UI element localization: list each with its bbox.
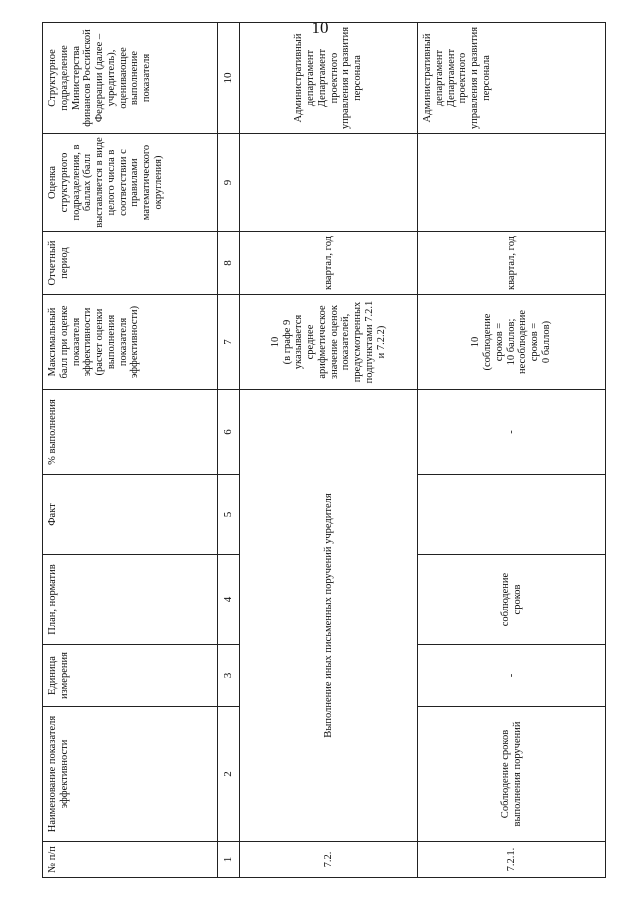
- efficiency-indicators-table: [42, 22, 606, 878]
- row-7-2-1-num: 7.2.1.: [418, 842, 606, 878]
- header-period: Отчетный период: [43, 232, 218, 295]
- column-number: 9: [218, 134, 240, 232]
- column-number: 5: [218, 475, 240, 555]
- row-7-2-1-fact: [418, 475, 606, 555]
- header-assessment: Оценка структурного подразделения, в баллах (балл выставляется в виде целого числа в соответствии с правилами математического округления): [43, 134, 218, 232]
- header-unit: Единица измерения: [43, 645, 218, 707]
- table-row-7-2-1: [418, 23, 606, 878]
- row-7-2-1-assessment: [418, 134, 606, 232]
- row-7-2-1-period: квартал, год: [418, 232, 606, 295]
- header-num: № п/п: [43, 842, 218, 878]
- row-7-2-assessment: [240, 134, 418, 232]
- column-number: 1: [218, 842, 240, 878]
- row-7-2-1-name: Соблюдение сроков выполнения поручений: [418, 707, 606, 842]
- row-7-2-name: Выполнение иных письменных поручений учредителя: [240, 390, 418, 842]
- row-7-2-department: Административный департамент Департамент проектного управления и развития персонала: [240, 23, 418, 134]
- column-number: 2: [218, 707, 240, 842]
- row-7-2-1-plan: соблюдение сроков: [418, 555, 606, 645]
- header-max-score: Максимальный балл при оценке показателя эффективности (расчет оценки выполнения показателя эффективности): [43, 295, 218, 390]
- row-7-2-max-score: 10 (в графе 9 указывается среднее арифметическое значение оценок показателей, предусмотренных подпунктами 7.2.1 и 7.2.2): [240, 295, 418, 390]
- column-number: 4: [218, 555, 240, 645]
- table-row-7-2: [240, 23, 418, 878]
- column-numbers-row: [218, 23, 240, 878]
- row-7-2-1-max-score: 10 (соблюдение сроков = 10 баллов; несоблюдение сроков = 0 баллов): [418, 295, 606, 390]
- header-department: Структурное подразделение Министерства финансов Российской Федерации (далее – учредитель), оценивающее выполнение показателя: [43, 23, 218, 134]
- table-header-row: [43, 23, 218, 878]
- row-7-2-1-unit: -: [418, 645, 606, 707]
- row-7-2-1-department: Административный департамент Департамент проектного управления и развития персонала: [418, 23, 606, 134]
- rotated-table-area: [42, 23, 605, 878]
- header-percent: % выполнения: [43, 390, 218, 475]
- header-fact: Факт: [43, 475, 218, 555]
- column-number: 3: [218, 645, 240, 707]
- row-7-2-period: квартал, год: [240, 232, 418, 295]
- header-indicator-name: Наименование показателя эффективности: [43, 707, 218, 842]
- column-number: 6: [218, 390, 240, 475]
- column-number: 7: [218, 295, 240, 390]
- row-7-2-1-percent: -: [418, 390, 606, 475]
- header-plan: План, норматив: [43, 555, 218, 645]
- column-number: 8: [218, 232, 240, 295]
- column-number: 10: [218, 23, 240, 134]
- page-number: 10: [311, 18, 329, 37]
- row-7-2-num: 7.2.: [240, 842, 418, 878]
